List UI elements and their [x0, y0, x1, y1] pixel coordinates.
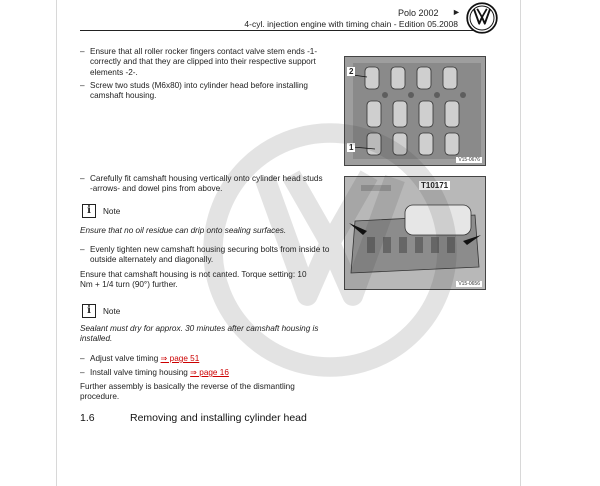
- figure-camshaft-housing: [344, 176, 486, 290]
- further-assembly: Further assembly is basically the reverse of the dismantling procedure.: [80, 382, 295, 402]
- right-border: [520, 0, 521, 486]
- header-rule: [80, 30, 480, 31]
- header-subtitle: 4-cyl. injection engine with timing chain - Edition 05.2008: [244, 19, 458, 29]
- torque-setting: Ensure that camshaft housing is not canted. Torque setting: 10 Nm + 1/4 turn (90°) further.: [80, 270, 307, 290]
- figure-cylinder-head: [344, 56, 486, 166]
- next-page-arrow[interactable]: ►: [452, 7, 461, 17]
- figure-label-1: 1: [349, 143, 354, 152]
- header-model: Polo 2002: [398, 8, 439, 18]
- vw-logo-icon: [466, 2, 498, 34]
- camshaft-housing-illustration: [345, 177, 485, 289]
- step-dash: –: [80, 47, 85, 56]
- note-info-icon: i: [82, 204, 96, 218]
- step-adjust-valve-timing: [90, 354, 199, 364]
- page-16-link[interactable]: ⇒ page 16: [190, 368, 229, 377]
- note-sealant: Sealant must dry for approx. 30 minutes after camshaft housing is installed.: [80, 324, 319, 344]
- install-text: Install valve timing housing: [90, 368, 188, 377]
- step-dash: –: [80, 81, 85, 90]
- step-dash: –: [80, 368, 85, 377]
- note-oil-residue: Ensure that no oil residue can drip onto sealing surfaces.: [80, 226, 287, 235]
- step-fit-housing: Carefully fit camshaft housing vertically onto cylinder head studs -arrows- and dowel pins from above.: [90, 174, 323, 194]
- figure-code: V15-0676: [458, 157, 480, 163]
- cylinder-head-illustration: [345, 57, 485, 165]
- tool-number: T10171: [421, 181, 449, 190]
- note-label: Note: [103, 307, 121, 316]
- note-info-icon: i: [82, 304, 96, 318]
- step-screw-studs: Screw two studs (M6x80) into cylinder head before installing camshaft housing.: [90, 81, 308, 101]
- step-dash: –: [80, 174, 85, 183]
- step-dash: –: [80, 354, 85, 363]
- left-border: [56, 0, 57, 486]
- step-tighten-bolts: Evenly tighten new camshaft housing securing bolts from inside to outside alternately and diagonally.: [90, 245, 330, 265]
- adjust-text: Adjust valve timing: [90, 354, 159, 363]
- step-roller-fingers: Ensure that all roller rocker fingers contact valve stem ends -1- correctly and that they are clipped into their respective support elements -2-.: [90, 47, 318, 77]
- section-title[interactable]: Removing and installing cylinder head: [130, 412, 307, 424]
- figure-label-2: 2: [349, 67, 354, 76]
- page-51-link[interactable]: ⇒ page 51: [160, 354, 200, 363]
- step-install-housing: [90, 368, 229, 378]
- step-dash: –: [80, 245, 85, 254]
- figure-code: V15-0656: [458, 281, 480, 287]
- section-number: 1.6: [80, 412, 95, 424]
- note-label: Note: [103, 207, 121, 216]
